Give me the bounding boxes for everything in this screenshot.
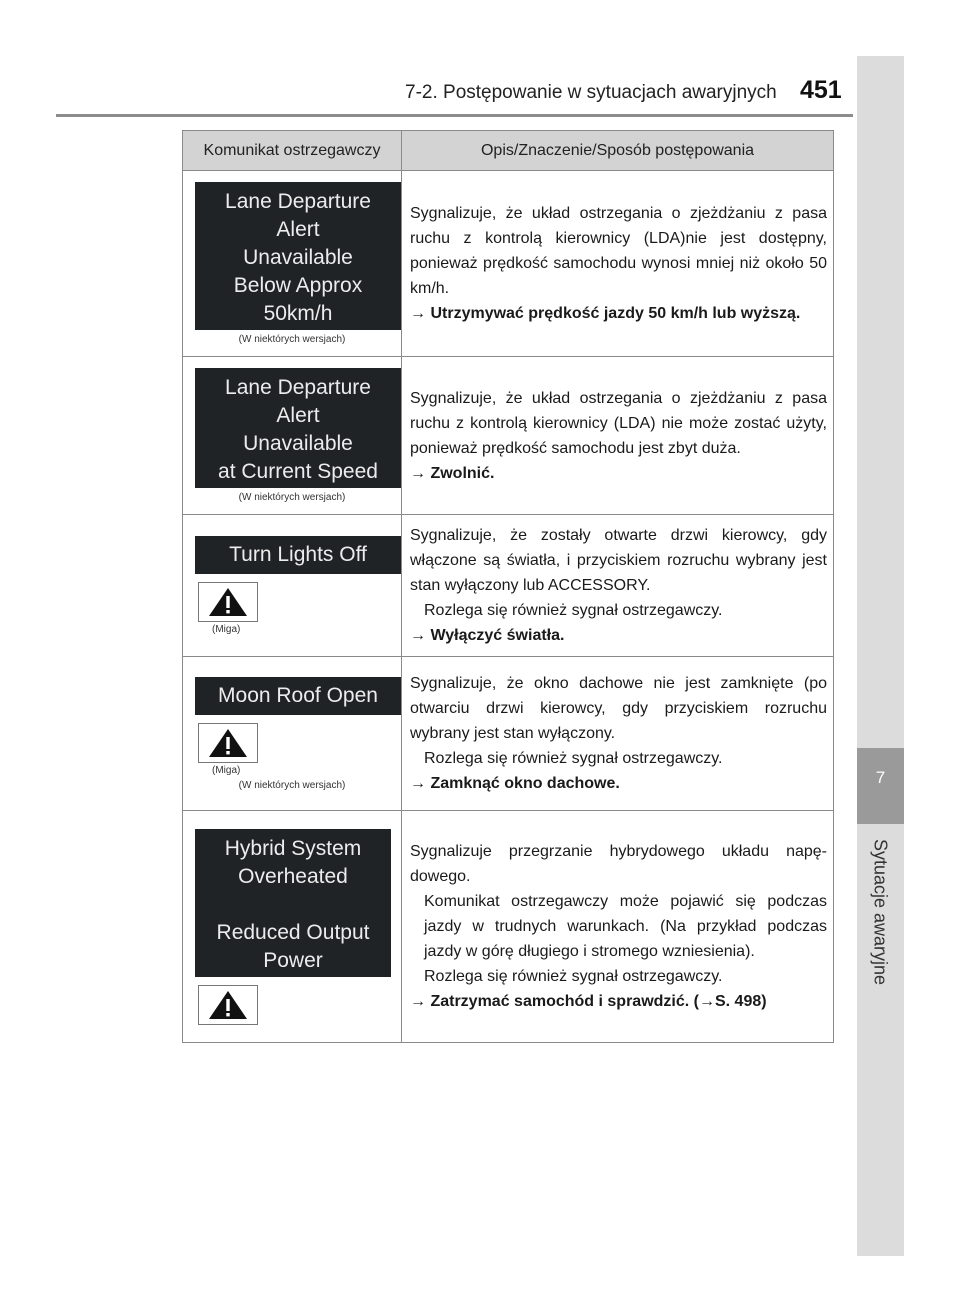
action-text: Zamknąć okno dachowe. — [430, 775, 620, 792]
message-image-cell — [183, 657, 402, 811]
description-paragraph: Sygnalizuje, że zostały otwarte drzwi kierowcy, gdy włączone są światła, i przyciskiem rozruchu wybrany jest stan wyłączony lub ACCESSORY. — [410, 527, 827, 594]
screen-text-line: Below Approx — [233, 274, 363, 297]
warning-screen-image — [195, 368, 401, 488]
screen-text-line: Moon Roof Open — [218, 683, 378, 707]
message-image-cell — [183, 811, 402, 1043]
screen-text-line: Hybrid System — [224, 836, 362, 860]
chapter-number: 7 — [875, 768, 886, 787]
warning-screen-image — [195, 536, 401, 574]
warning-messages-table — [182, 130, 834, 1043]
table-row — [183, 811, 834, 1043]
action-instruction: → Zamknąć okno dachowe. — [410, 775, 620, 792]
page-number: 451 — [800, 76, 842, 104]
screen-text-line: Power — [263, 948, 323, 972]
warning-triangle-icon — [198, 723, 258, 763]
message-image-cell — [183, 515, 402, 657]
action-instruction: → Wyłączyć światła. — [410, 627, 565, 644]
chapter-title: Sytuacje awaryjne — [870, 838, 891, 986]
description-paragraph: Sygnalizuje, że układ ostrzegania o zjeżdżaniu z pasa ruchu z kontrolą kierownicy (LDA) nie może zostać użyty, ponieważ prędkość samochodu jest zbyt duża. — [410, 389, 827, 457]
blink-caption: (Miga) — [212, 764, 241, 776]
screen-text-line: Alert — [276, 218, 320, 241]
description-cell — [402, 657, 834, 811]
table-row — [183, 357, 834, 515]
action-instruction: → Zwolnić. — [410, 464, 495, 482]
version-caption: (W niektórych wersjach) — [238, 492, 346, 503]
action-text: Utrzymywać prędkość jazdy 50 km/h lub wyższą. — [430, 305, 801, 322]
description-paragraph: Sygnalizuje, że okno dachowe nie jest zamknięte (po otwarciu drzwi kierowcy, gdy przyciskiem rozruchu wybrany jest stan wyłączony. — [410, 675, 827, 742]
description-note: Rozlega się również sygnał ostrzegawczy. — [424, 602, 723, 619]
version-caption: (W niektórych wersjach) — [238, 334, 346, 345]
screen-text-line: Unavailable — [243, 246, 353, 269]
version-caption: (W niektórych wersjach) — [238, 779, 346, 791]
action-text: Zatrzymać samochód i sprawdzić. (→S. 498) — [430, 993, 767, 1010]
screen-text-line: Reduced Output — [216, 920, 370, 944]
description-cell — [402, 515, 834, 657]
action-text: Zwolnić. — [430, 464, 495, 482]
description-cell — [402, 811, 834, 1043]
column-header-description: Opis/Znaczenie/Sposób postępowania — [402, 131, 834, 171]
screen-text-line: Unavailable — [243, 432, 353, 455]
screen-text-line — [195, 891, 391, 919]
screen-text-line: at Current Speed — [218, 460, 378, 483]
page-header-title: 7-2. Postępowanie w sytuacjach awaryjnych — [405, 82, 777, 103]
description-note: Rozlega się również sygnał ostrzegawczy. — [424, 750, 723, 767]
screen-text-line: Lane Departure — [225, 376, 371, 399]
action-instruction: → Utrzymywać prędkość jazdy 50 km/h lub wyższą. — [410, 305, 801, 322]
warning-screen-image — [195, 829, 391, 977]
description-note: Rozlega się również sygnał ostrzegawczy. — [424, 968, 723, 985]
message-image-cell — [183, 357, 402, 515]
screen-text-line: Overheated — [238, 864, 348, 888]
description-paragraph: Sygnalizuje przegrzanie hybrydowego układu napę-dowego. — [410, 843, 827, 885]
action-text: Wyłączyć światła. — [430, 627, 565, 644]
screen-text-line: Alert — [276, 404, 320, 427]
warning-screen-image — [195, 677, 401, 715]
warning-triangle-icon — [198, 985, 258, 1025]
action-instruction: → Zatrzymać samochód i sprawdzić. (→S. 498) — [410, 993, 767, 1010]
warning-triangle-icon — [198, 582, 258, 622]
table-row — [183, 657, 834, 811]
description-note: Komunikat ostrzegawczy może pojawić się podczas jazdy w trudnych warunkach. (Na przykład podczas jazdy w górę długiego i stromego wzniesienia). — [424, 893, 827, 960]
blink-caption: (Miga) — [212, 624, 241, 635]
table-row — [183, 171, 834, 357]
header-divider — [56, 114, 853, 117]
description-cell — [402, 357, 834, 515]
screen-text-line: Turn Lights Off — [229, 543, 367, 566]
warning-screen-image — [195, 182, 401, 330]
description-paragraph: Sygnalizuje, że układ ostrzegania o zjeżdżaniu z pasa ruchu z kontrolą kierownicy (LDA)nie jest dostępny, ponieważ prędkość samochodu wynosi mniej niż około 50 km/h. — [410, 205, 827, 297]
screen-text-line: 50km/h — [263, 302, 333, 325]
screen-text-line: Lane Departure — [225, 190, 371, 213]
table-header-row — [183, 131, 834, 171]
table-row — [183, 515, 834, 657]
column-header-message: Komunikat ostrzegawczy — [183, 131, 402, 171]
message-image-cell — [183, 171, 402, 357]
side-tab-strip — [857, 56, 904, 1256]
description-cell — [402, 171, 834, 357]
